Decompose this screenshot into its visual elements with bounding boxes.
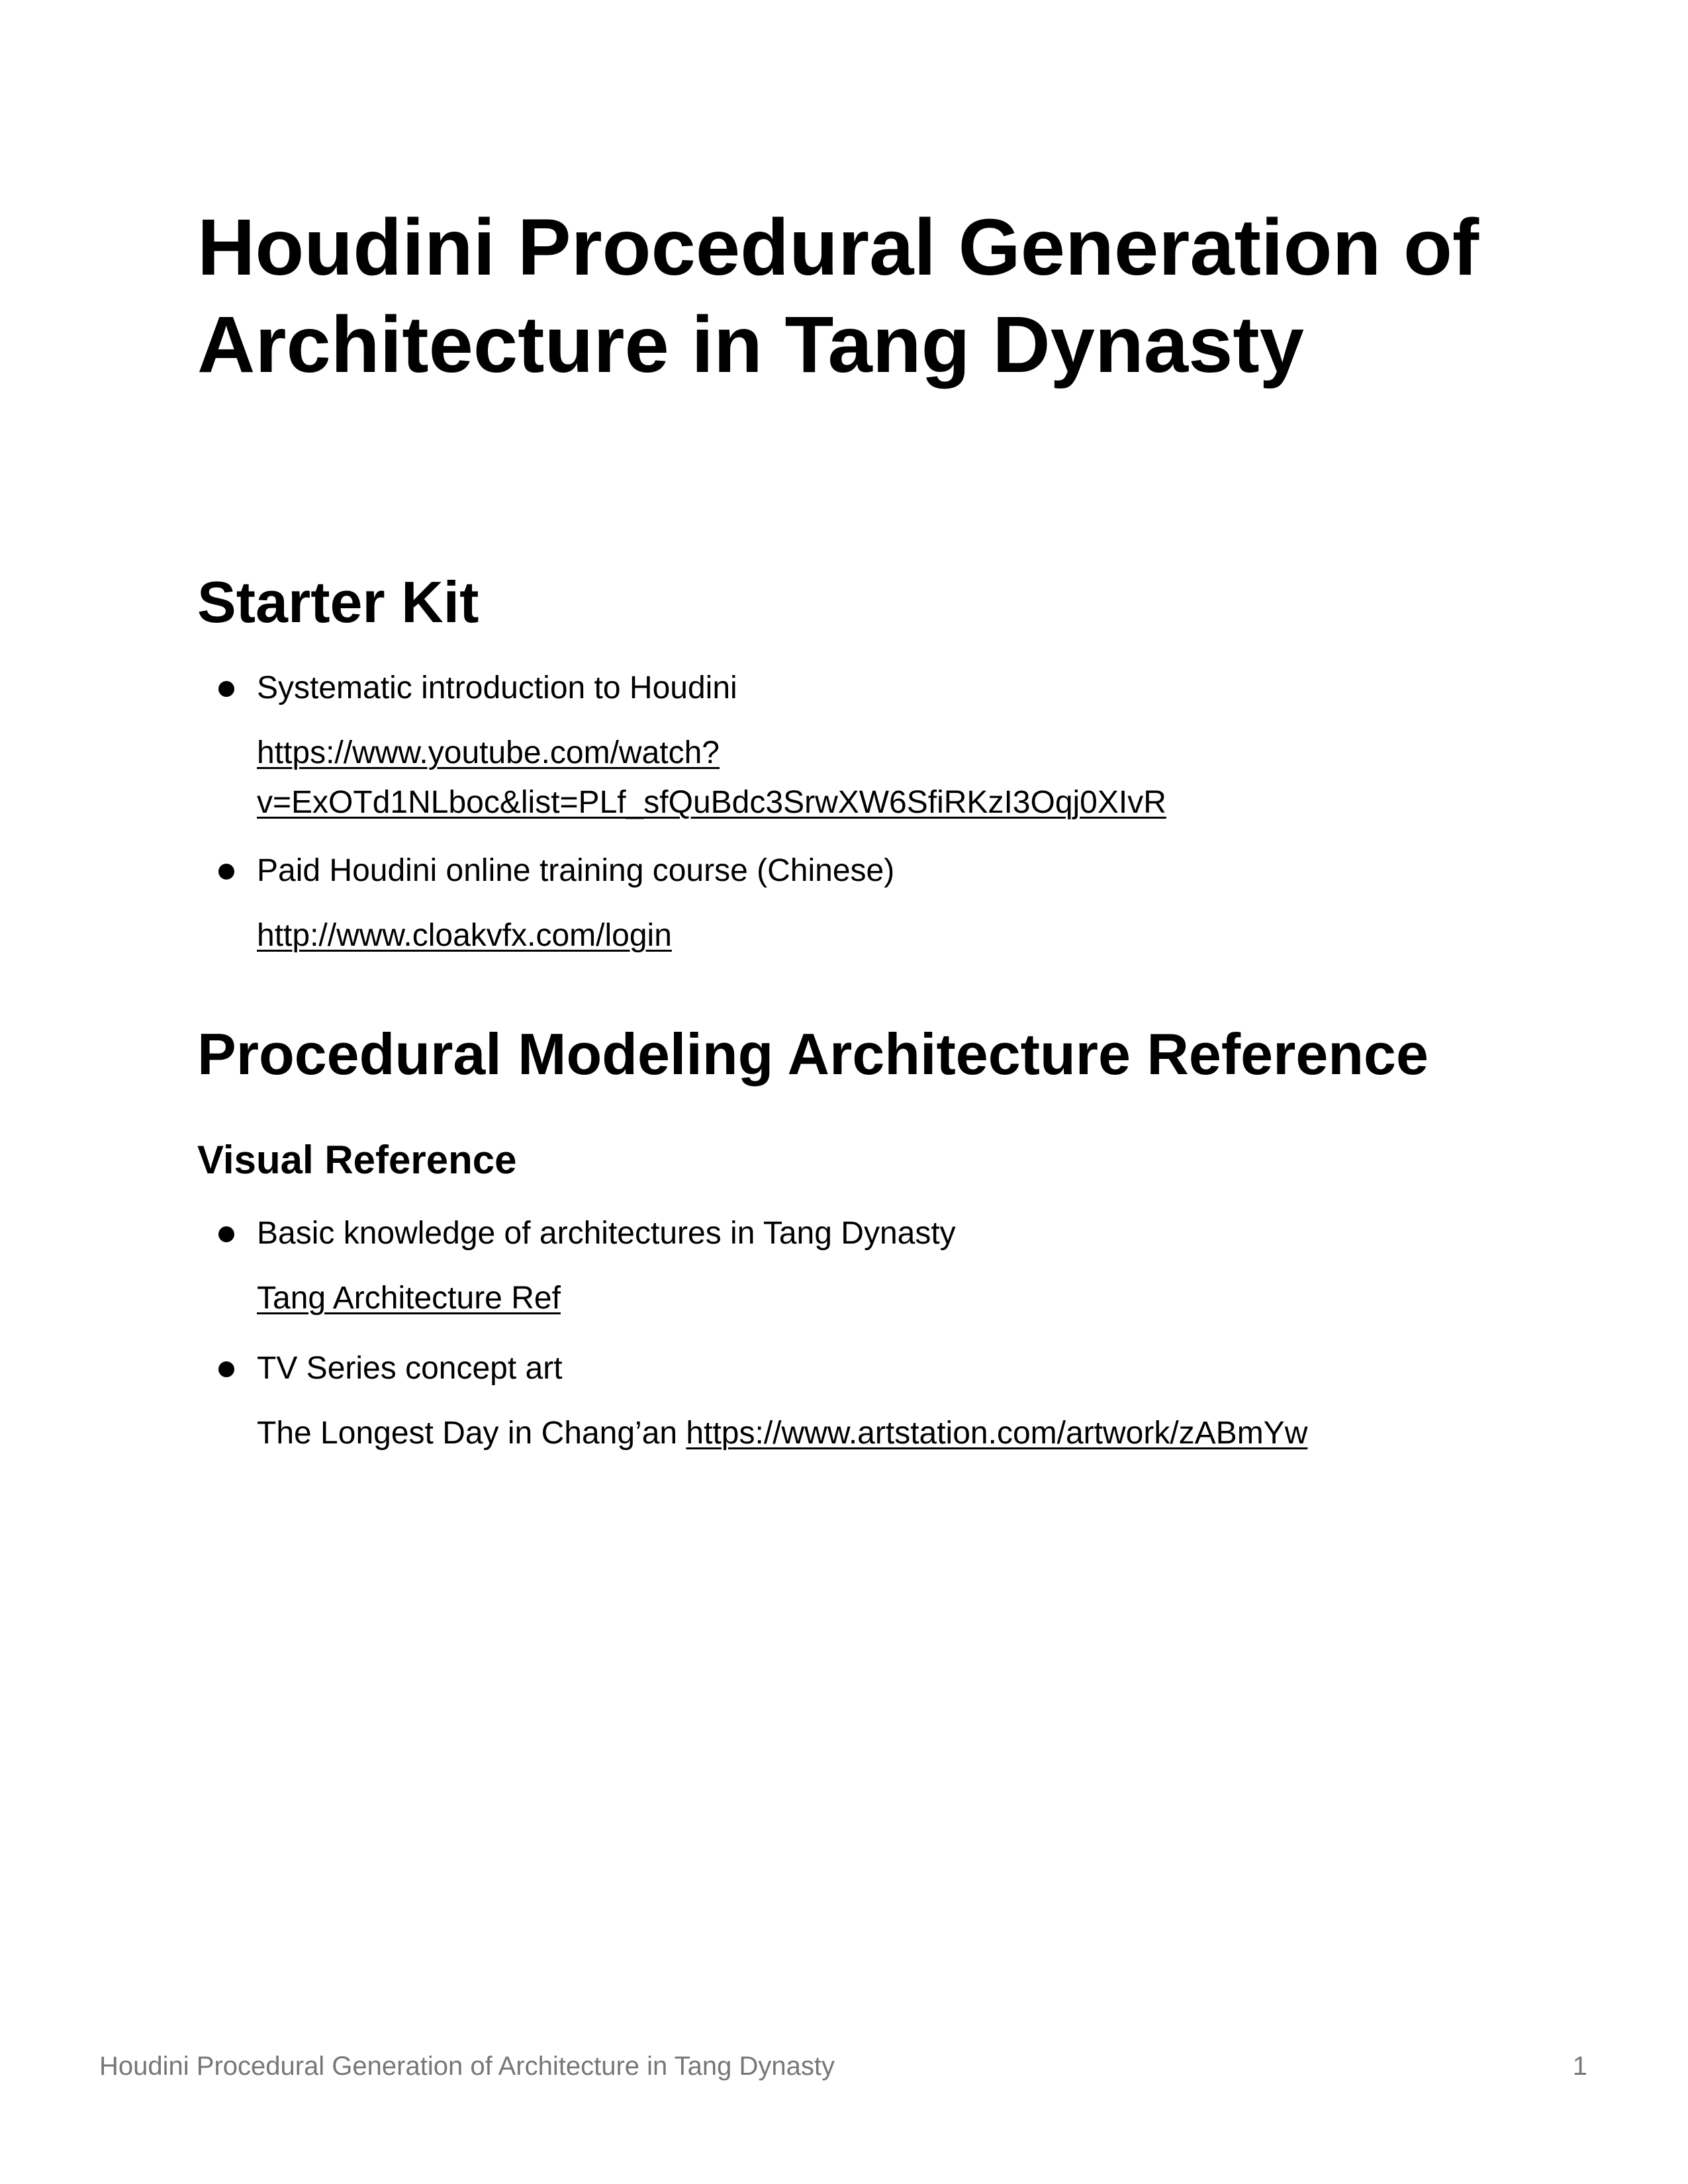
concept-art-line bbox=[257, 1415, 1307, 1452]
page-number: 1 bbox=[1572, 2052, 1587, 2081]
cloakvfx-link[interactable]: http://www.cloakvfx.com/login bbox=[257, 918, 672, 953]
tang-architecture-ref-link[interactable]: Tang Architecture Ref bbox=[257, 1281, 561, 1316]
list-item-houdini-intro: Systematic introduction to Houdini bbox=[257, 670, 737, 705]
bullet-icon bbox=[218, 1361, 234, 1377]
section-heading-starter-kit: Starter Kit bbox=[197, 569, 479, 635]
bullet-icon bbox=[218, 864, 234, 880]
tang-architecture-link-line[interactable] bbox=[257, 1280, 561, 1317]
cloakvfx-link-line[interactable] bbox=[257, 917, 672, 954]
youtube-link[interactable]: https://www.youtube.com/watch? bbox=[257, 735, 720, 770]
document-title: Houdini Procedural Generation of Architecture in Tang Dynasty bbox=[197, 202, 1479, 389]
youtube-link-line-1[interactable] bbox=[257, 735, 720, 772]
youtube-link-line-2[interactable] bbox=[257, 784, 1166, 821]
artstation-link[interactable]: https://www.artstation.com/artwork/zABmYw bbox=[686, 1416, 1308, 1451]
youtube-link-continued[interactable]: v=ExOTd1NLboc&list=PLf_sfQuBdc3SrwXW6SfiRKzI3Oqj0XIvR bbox=[257, 785, 1166, 820]
sub-heading-visual-reference: Visual Reference bbox=[197, 1138, 517, 1182]
list-item-tv-series: TV Series concept art bbox=[257, 1351, 563, 1386]
bullet-icon bbox=[218, 1226, 234, 1242]
concept-art-title: The Longest Day in Chang’an bbox=[257, 1416, 686, 1451]
page-footer: Houdini Procedural Generation of Architecture in Tang Dynasty bbox=[99, 2052, 835, 2081]
section-heading-reference: Procedural Modeling Architecture Reference bbox=[197, 1021, 1429, 1087]
list-item-tang-architecture: Basic knowledge of architectures in Tang Dynasty bbox=[257, 1216, 956, 1251]
list-item-paid-course: Paid Houdini online training course (Chinese) bbox=[257, 853, 895, 888]
bullet-icon bbox=[218, 681, 234, 697]
